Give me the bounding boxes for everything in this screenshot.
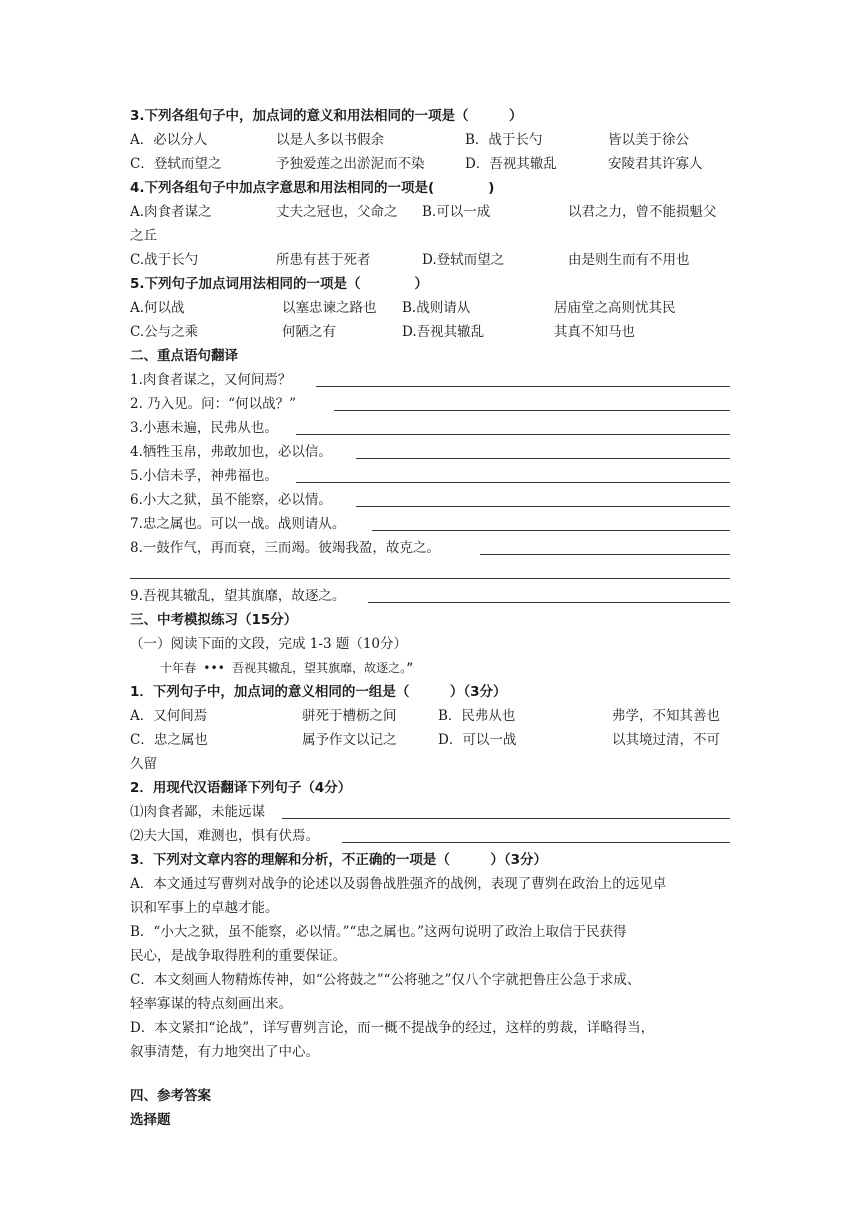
answer-line-5[interactable] bbox=[296, 482, 730, 483]
s3-q3-option-c-line2: 轻率寡谋的特点刻画出来。 bbox=[130, 996, 292, 1012]
q4-option-b-pair: 以君之力，曾不能损魁父 bbox=[568, 204, 717, 220]
q5-row1 bbox=[130, 296, 730, 320]
s3-q3-option-d-line1: D．本文紧扣“论战”，详写曹刿言论，而一概不提战争的经过，这样的剪裁，详略得当， bbox=[130, 1020, 655, 1036]
q4-option-c-pair: 所患有甚于死者 bbox=[276, 252, 371, 268]
translation-item-4 bbox=[130, 440, 730, 464]
answer-line-8[interactable] bbox=[480, 554, 730, 555]
q3-option-d: D．吾视其辙乱 bbox=[465, 156, 557, 172]
q4-option-c: C.战于长勺 bbox=[130, 252, 199, 268]
translation-item-9 bbox=[130, 584, 730, 608]
s3-q3-option-d-line2: 叙事清楚，有力地突出了中心。 bbox=[130, 1044, 319, 1060]
q5-option-c-pair: 何陋之有 bbox=[282, 324, 336, 340]
s3-q1-option-a-pair: 骈死于槽枥之间 bbox=[302, 708, 397, 724]
q3-row2 bbox=[130, 152, 730, 176]
q3-option-d-pair: 安陵君其许寡人 bbox=[608, 156, 703, 172]
s3-q3-option-c-line1: C．本文刻画人物精炼传神，如“公将鼓之”“公将驰之”仅八个字就把鲁庄公急于求成、 bbox=[130, 972, 641, 988]
q3-option-b: B．战于长勺 bbox=[465, 132, 543, 148]
s3-q3-option-a-line1: A．本文通过写曹刿对战争的论述以及弱鲁战胜强齐的战例，表现了曹刿在政治上的远见卓 bbox=[130, 876, 667, 892]
translation-item-9-text: 9.吾视其辙乱，望其旗靡，故逐之。 bbox=[130, 588, 346, 604]
s3-q3-title: 3．下列对文章内容的理解和分析，不正确的一项是（ ）（3分） bbox=[130, 852, 548, 868]
q5-row2 bbox=[130, 320, 730, 344]
answer-line-4[interactable] bbox=[356, 458, 730, 459]
translation-item-6-text: 6.小大之狱，虽不能察，必以情。 bbox=[130, 492, 332, 508]
q4-row1-continued: 之丘 bbox=[130, 228, 157, 244]
q4-option-a: A.肉食者谋之 bbox=[130, 204, 212, 220]
translation-item-6 bbox=[130, 488, 730, 512]
s3-q1-option-d-pair: 以其境过清，不可 bbox=[612, 732, 720, 748]
q4-option-d: D.登轼而望之 bbox=[422, 252, 505, 268]
answer-line-7[interactable] bbox=[372, 530, 730, 531]
s3-q3-option-b-line2: 民心，是战争取得胜利的重要保证。 bbox=[130, 948, 346, 964]
translation-item-3 bbox=[130, 416, 730, 440]
answer-line-3[interactable] bbox=[296, 434, 730, 435]
s3-q2-item-1 bbox=[130, 800, 730, 824]
translation-item-1-text: 1.肉食者谋之，又何间焉？ bbox=[130, 372, 292, 388]
passage-quote: 十年春 ••• 吾视其辙乱，望其旗靡，故逐之。” bbox=[160, 661, 414, 675]
q3-option-a: A．必以分人 bbox=[130, 132, 208, 148]
translation-item-5-text: 5.小信未孚，神弗福也。 bbox=[130, 468, 278, 484]
q5-title: 5.下列句子加点词用法相同的一项是（ ） bbox=[130, 276, 429, 292]
q4-title: 4.下列各组句子中加点字意思和用法相同的一项是( ) bbox=[130, 180, 495, 196]
answer-line-8-continued[interactable] bbox=[130, 560, 730, 584]
s3-q1-option-b: B．民弗从也 bbox=[438, 708, 516, 724]
section4-subtitle: 选择题 bbox=[130, 1112, 171, 1128]
s3-q1-row2 bbox=[130, 728, 730, 752]
s3-q3-option-a-line2: 识和军事上的卓越才能。 bbox=[130, 900, 279, 916]
s3-q2-answer-line-1[interactable] bbox=[282, 818, 730, 819]
s3-q2-item-2 bbox=[130, 824, 730, 848]
q5-option-b-pair: 居庙堂之高则忧其民 bbox=[554, 300, 676, 316]
q4-option-a-pair: 丈夫之冠也，父命之 bbox=[276, 204, 398, 220]
translation-item-8-text: 8.一鼓作气，再而衰，三而竭。彼竭我盈，故克之。 bbox=[130, 540, 440, 556]
q3-title: 3.下列各组句子中，加点词的意义和用法相同的一项是（ ） bbox=[130, 108, 523, 124]
translation-list bbox=[130, 368, 730, 560]
s3-q2-title: 2．用现代汉语翻译下列句子（4分） bbox=[130, 780, 352, 796]
s3-q2-answer-line-2[interactable] bbox=[342, 842, 730, 843]
q3-option-c-pair: 予独爱莲之出淤泥而不染 bbox=[276, 156, 425, 172]
q3-row1 bbox=[130, 128, 730, 152]
s3-q1-option-c: C．忠之属也 bbox=[130, 732, 208, 748]
q5-option-b: B.战则请从 bbox=[402, 300, 471, 316]
section2-title: 二、重点语句翻译 bbox=[130, 348, 238, 364]
translation-item-2 bbox=[130, 392, 730, 416]
translation-item-7-text: 7.忠之属也。可以一战。战则请从。 bbox=[130, 516, 346, 532]
s3-q1-row1 bbox=[130, 704, 730, 728]
translation-item-3-text: 3.小惠未遍，民弗从也。 bbox=[130, 420, 278, 436]
q4-row2 bbox=[130, 248, 730, 272]
answer-line-1[interactable] bbox=[316, 386, 730, 387]
answer-line-6[interactable] bbox=[356, 506, 730, 507]
translation-item-1 bbox=[130, 368, 730, 392]
answer-line-2[interactable] bbox=[334, 410, 730, 411]
q5-option-d: D.吾视其辙乱 bbox=[402, 324, 485, 340]
s3-q1-option-d: D．可以一战 bbox=[438, 732, 517, 748]
section4-title: 四、参考答案 bbox=[130, 1088, 211, 1104]
q3-option-a-pair: 以是人多以书假余 bbox=[276, 132, 384, 148]
q4-option-d-pair: 由是则生而有不用也 bbox=[568, 252, 690, 268]
q3-option-b-pair: 皆以美于徐公 bbox=[608, 132, 689, 148]
translation-item-4-text: 4.牺牲玉帛，弗敢加也，必以信。 bbox=[130, 444, 332, 460]
translation-item-2-text: 2. 乃入见。问：“何以战？” bbox=[130, 396, 296, 412]
s3-q1-option-a: A．又何间焉 bbox=[130, 708, 208, 724]
q5-option-a-pair: 以塞忠谏之路也 bbox=[282, 300, 377, 316]
q4-option-b: B.可以一成 bbox=[422, 204, 491, 220]
section3-title: 三、中考模拟练习（15分） bbox=[130, 612, 298, 628]
answer-line-9[interactable] bbox=[368, 602, 730, 603]
q3-option-c: C．登轼而望之 bbox=[130, 156, 222, 172]
s3-q2-item-1-text: ⑴肉食者鄙，未能远谋 bbox=[130, 804, 265, 820]
s3-q2-item-2-text: ⑵夫大国，难测也，惧有伏焉。 bbox=[130, 828, 319, 844]
s3-q1-option-b-pair: 弗学，不知其善也 bbox=[612, 708, 720, 724]
section3-subtitle: （一）阅读下面的文段，完成 1-3 题（10分） bbox=[130, 636, 407, 652]
q5-option-c: C.公与之乘 bbox=[130, 324, 199, 340]
s3-q1-title: 1．下列句子中，加点词的意义相同的一组是（ ）（3分） bbox=[130, 684, 507, 700]
worksheet-page bbox=[130, 104, 730, 1132]
translation-item-5 bbox=[130, 464, 730, 488]
translation-item-7 bbox=[130, 512, 730, 536]
translation-item-8 bbox=[130, 536, 730, 560]
s3-q3-option-b-line1: B．“小大之狱，虽不能察，必以情。”“忠之属也。”这两句说明了政治上取信于民获得 bbox=[130, 924, 627, 940]
s3-q1-option-c-pair: 属予作文以记之 bbox=[302, 732, 397, 748]
q4-row1 bbox=[130, 200, 730, 224]
q5-option-d-pair: 其真不知马也 bbox=[554, 324, 635, 340]
s3-q1-row2-continued: 久留 bbox=[130, 756, 157, 772]
q5-option-a: A.何以战 bbox=[130, 300, 185, 316]
